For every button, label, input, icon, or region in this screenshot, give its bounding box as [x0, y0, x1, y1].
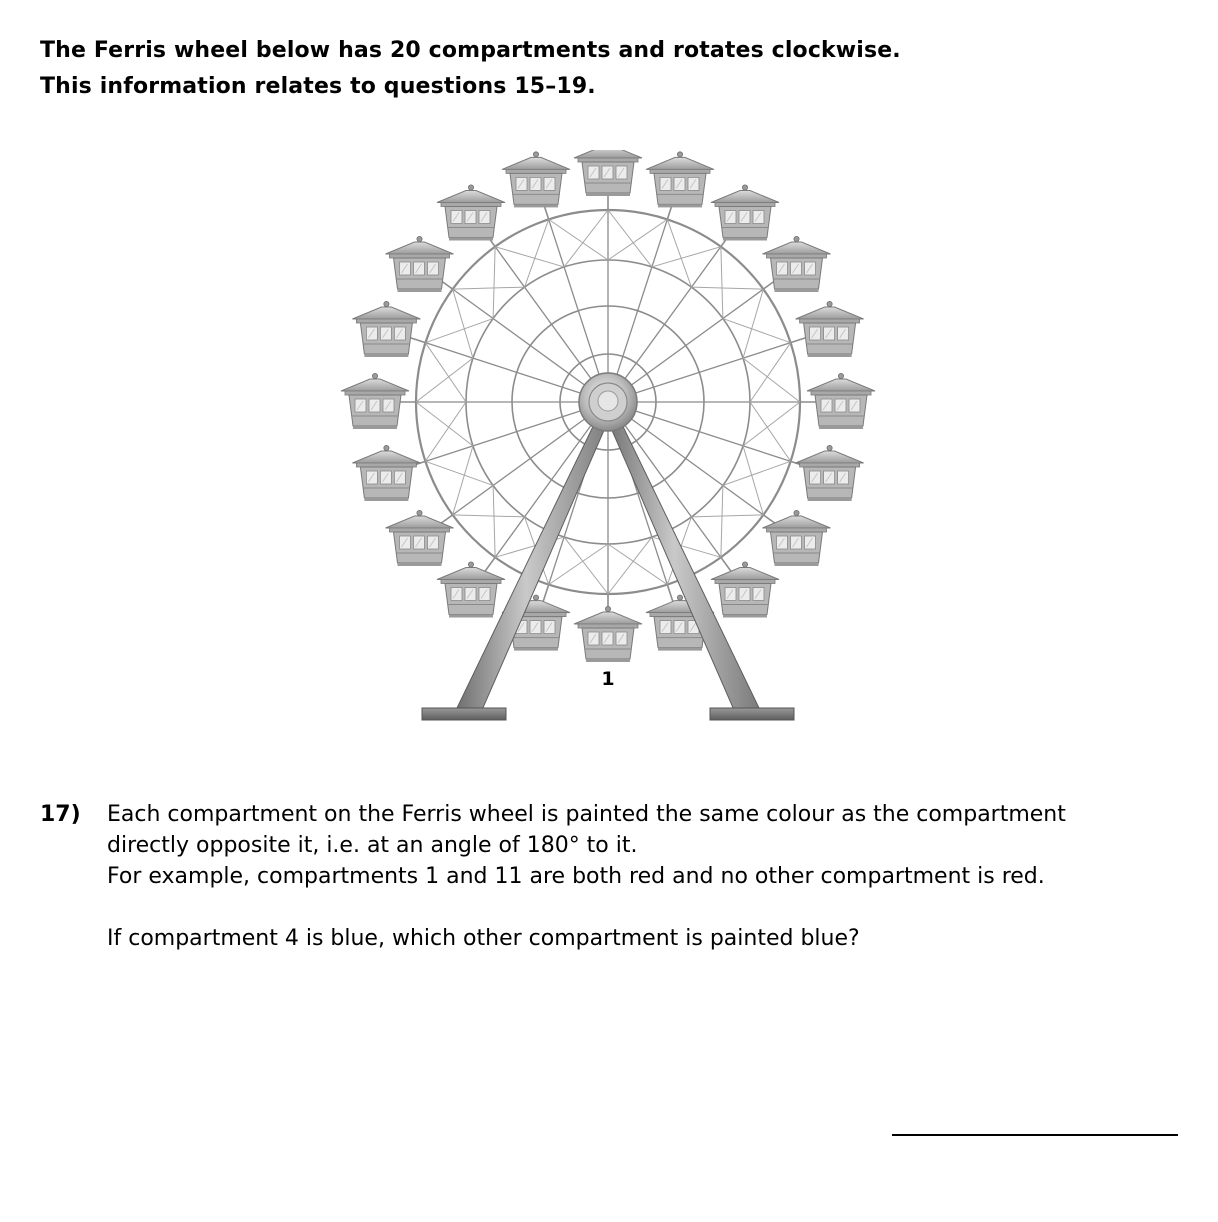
question-number: 17)	[40, 802, 81, 827]
wheel-brace	[425, 402, 466, 461]
compartment-eave	[356, 463, 416, 467]
wheel-spoke	[627, 408, 791, 461]
compartment-17	[796, 445, 864, 501]
compartment-eave	[800, 319, 860, 323]
compartment-roof	[352, 307, 420, 319]
wheel-brace	[723, 319, 791, 343]
compartment-base	[586, 659, 630, 662]
wheel-brace	[549, 544, 608, 585]
wheel-brace	[743, 289, 763, 358]
wheel-brace	[416, 402, 473, 446]
compartment-finial	[384, 445, 389, 450]
compartment-base	[514, 204, 558, 207]
wheel-brace	[564, 537, 608, 594]
compartment-base	[514, 648, 558, 651]
compartment-eave	[441, 580, 501, 584]
compartment-eave	[650, 169, 710, 173]
wheel-brace	[453, 515, 525, 517]
compartment-finial	[468, 185, 473, 190]
compartment-eave	[578, 158, 638, 162]
compartment-finial	[742, 562, 747, 567]
compartment-base	[364, 498, 408, 501]
question-line-1: Each compartment on the Ferris wheel is painted the same colour as the compartment	[107, 802, 1066, 827]
intro-line-2: This information relates to questions 15–19.	[40, 74, 596, 99]
compartment-finial	[677, 152, 682, 157]
compartment-1	[574, 606, 642, 662]
compartment-eave	[506, 169, 566, 173]
compartment-base	[775, 563, 819, 566]
paragraph-gap	[107, 892, 1207, 923]
compartment-finial	[794, 510, 799, 515]
compartment-finial	[417, 510, 422, 515]
compartment-14	[763, 236, 831, 292]
wheel-brace	[453, 287, 525, 289]
question-line-3: For example, compartments 1 and 11 are both red and no other compartment is red.	[107, 864, 1045, 889]
answer-line[interactable]	[892, 1134, 1178, 1136]
compartment-base	[586, 193, 630, 196]
compartment-finial	[417, 236, 422, 241]
compartment-roof	[763, 242, 831, 254]
compartment-base	[449, 615, 493, 618]
compartment-6	[341, 373, 409, 429]
wheel-spoke	[549, 219, 602, 383]
compartment-base	[398, 289, 442, 292]
wheel-brace	[425, 461, 493, 485]
wheel-brace	[425, 319, 493, 343]
compartment-finial	[533, 152, 538, 157]
compartment-roof	[502, 157, 570, 169]
compartment-9	[437, 185, 505, 241]
compartment-eave	[578, 624, 638, 628]
wheel-brace	[608, 537, 652, 594]
intro-text	[40, 33, 901, 105]
compartment-finial	[794, 236, 799, 241]
compartment-finial	[677, 595, 682, 600]
compartment-16	[807, 373, 875, 429]
compartment-roof	[646, 157, 714, 169]
compartment-finial	[827, 445, 832, 450]
compartment-roof	[341, 379, 409, 391]
wheel-brace	[416, 358, 473, 402]
compartment-eave	[800, 463, 860, 467]
wheel-brace	[691, 515, 763, 517]
left-base	[422, 708, 506, 720]
wheel-brace	[549, 219, 608, 260]
wheel-brace	[691, 287, 763, 289]
compartment-eave	[345, 391, 405, 395]
compartment-roof	[352, 451, 420, 463]
compartment-eave	[390, 528, 450, 532]
wheel-brace	[723, 461, 791, 485]
wheel-brace	[493, 247, 495, 319]
compartment-13	[711, 185, 779, 241]
compartment-eave	[715, 580, 775, 584]
wheel-brace	[453, 446, 473, 515]
wheel-brace	[425, 343, 466, 402]
compartment-3	[437, 562, 505, 618]
wheel-spoke	[627, 343, 791, 396]
compartment-10	[502, 152, 570, 208]
wheel-spoke	[453, 289, 592, 390]
compartment-roof	[574, 150, 642, 158]
wheel-spoke	[425, 408, 589, 461]
question-body	[107, 799, 1207, 954]
wheel-brace	[652, 247, 721, 267]
left-leg	[456, 412, 615, 710]
compartment-4	[386, 510, 454, 566]
compartment-roof	[574, 612, 642, 624]
compartment-roof	[796, 307, 864, 319]
compartment-eave	[811, 391, 871, 395]
wheel-brace	[721, 247, 723, 319]
wheel-brace	[453, 289, 473, 358]
compartment-eave	[715, 203, 775, 207]
compartment-eave	[767, 254, 827, 258]
wheel-brace	[608, 210, 652, 267]
compartment-roof	[386, 242, 454, 254]
compartment-finial	[742, 185, 747, 190]
compartment-base	[364, 354, 408, 357]
compartment-15	[796, 301, 864, 357]
compartment-18	[763, 510, 831, 566]
wheel-spoke	[614, 219, 667, 383]
compartment-eave	[356, 319, 416, 323]
compartment-7	[352, 301, 420, 357]
compartment-base	[449, 238, 493, 241]
compartment-finial	[838, 373, 843, 378]
compartment-base	[819, 426, 863, 429]
wheel-brace	[743, 446, 763, 515]
wheel-brace	[750, 402, 791, 461]
compartment-base	[353, 426, 397, 429]
compartment-finial	[533, 595, 538, 600]
compartment-finial	[827, 301, 832, 306]
wheel-brace	[750, 343, 791, 402]
compartment-base	[658, 204, 702, 207]
compartment-roof	[807, 379, 875, 391]
wheel-brace	[667, 219, 691, 287]
wheel-brace	[493, 485, 495, 557]
hub-center	[598, 391, 618, 411]
wheel-brace	[743, 358, 800, 402]
wheel-brace	[608, 544, 667, 585]
right-leg	[604, 412, 760, 710]
wheel-brace	[564, 210, 608, 267]
compartment-roof	[711, 191, 779, 203]
compartment-8	[386, 236, 454, 292]
compartment-finial	[468, 562, 473, 567]
wheel-spoke	[425, 343, 589, 396]
question-prompt: If compartment 4 is blue, which other compartment is painted blue?	[107, 926, 860, 951]
wheel-spoke	[495, 247, 596, 386]
wheel-hub	[579, 373, 637, 431]
compartment-roof	[437, 191, 505, 203]
compartment-eave	[390, 254, 450, 258]
wheel-brace	[721, 485, 723, 557]
wheel-brace	[525, 219, 549, 287]
wheel-spoke	[620, 247, 721, 386]
compartment-finial	[372, 373, 377, 378]
ferris-wheel-figure	[330, 150, 890, 740]
wheel-brace	[743, 402, 800, 446]
compartment-19	[711, 562, 779, 618]
ferris-wheel-illustration	[330, 150, 890, 740]
wheel-spoke	[624, 289, 763, 390]
compartment-roof	[711, 568, 779, 580]
compartment-finial	[384, 301, 389, 306]
compartment-5	[352, 445, 420, 501]
compartment-base	[723, 238, 767, 241]
compartment-base	[808, 498, 852, 501]
compartment-base	[808, 354, 852, 357]
intro-line-1: The Ferris wheel below has 20 compartments and rotates clockwise.	[40, 38, 901, 63]
compartment-base	[723, 615, 767, 618]
compartment-finial	[605, 606, 610, 611]
compartment-eave	[767, 528, 827, 532]
wheel-brace	[608, 219, 667, 260]
compartment-1-label: 1	[601, 668, 615, 690]
compartment-roof	[437, 568, 505, 580]
compartment-base	[775, 289, 819, 292]
compartment-roof	[796, 451, 864, 463]
compartment-11	[574, 150, 642, 196]
wheel-brace	[495, 247, 564, 267]
compartment-base	[658, 648, 702, 651]
question-line-2: directly opposite it, i.e. at an angle of 180° to it.	[107, 833, 638, 858]
compartment-eave	[441, 203, 501, 207]
right-base	[710, 708, 794, 720]
compartment-12	[646, 152, 714, 208]
compartment-base	[398, 563, 442, 566]
